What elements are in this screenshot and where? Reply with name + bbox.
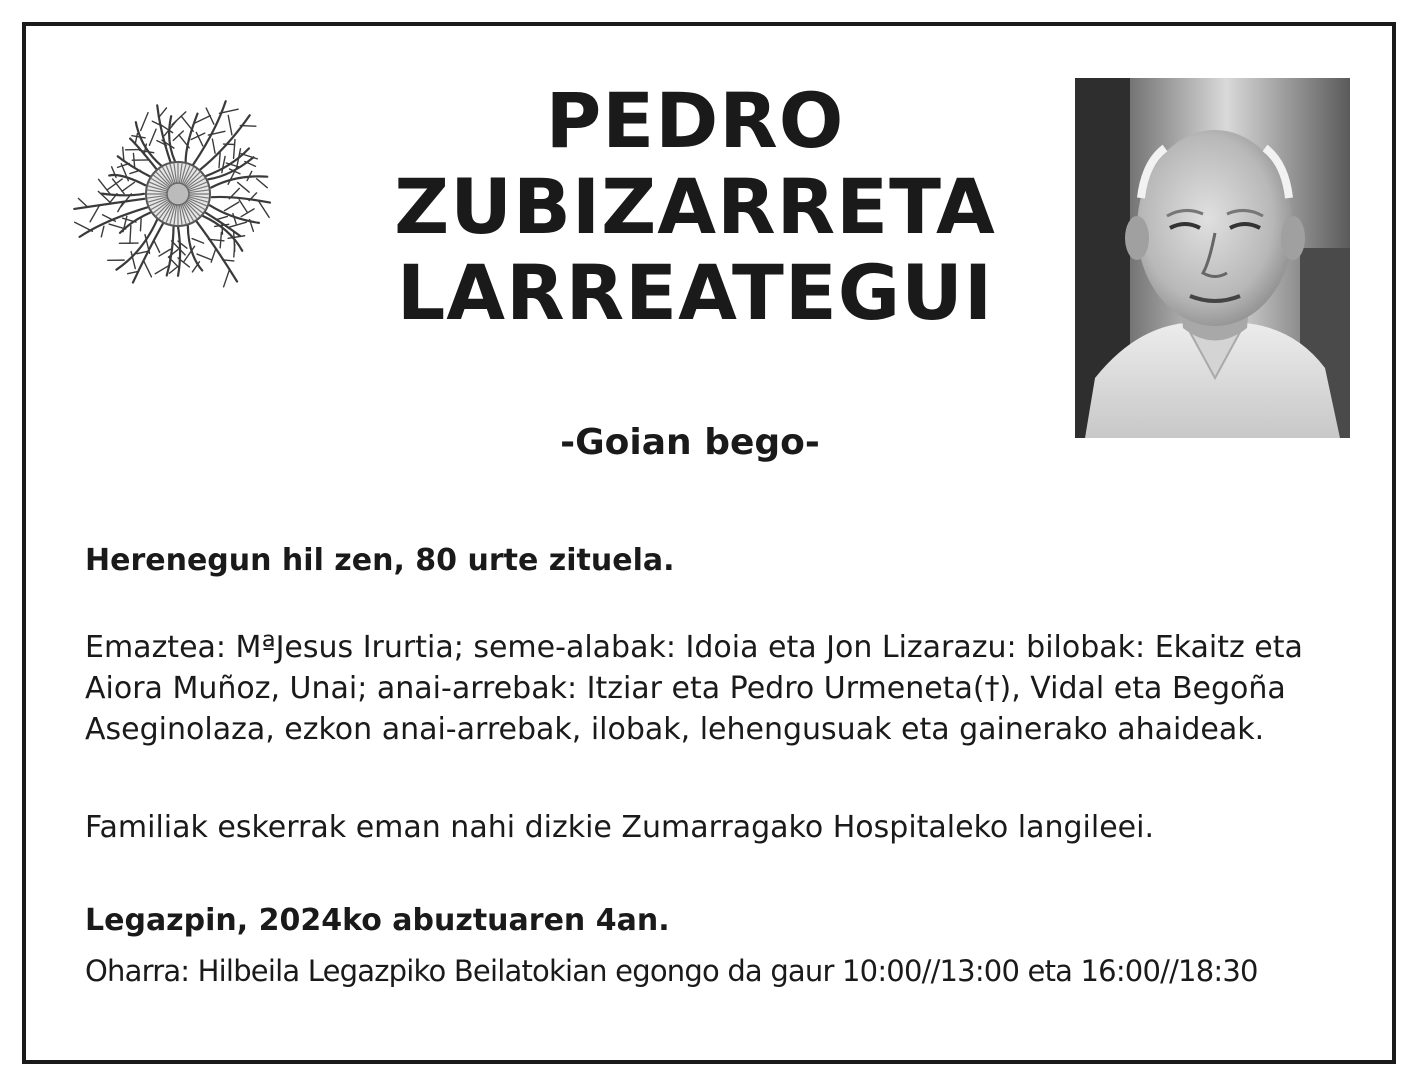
family-paragraph bbox=[85, 627, 1345, 750]
motto: -Goian bego- bbox=[560, 422, 820, 463]
wake-note: Oharra: Hilbeila Legazpiko Beilatokian egongo da gaur 10:00//13:00 eta 16:00//18:30 bbox=[85, 954, 1258, 988]
family-line: Aseginolaza, ezkon anai-arrebak, ilobak, lehengusuak eta gainerako ahaideak. bbox=[85, 712, 1265, 747]
family-line: Aiora Muñoz, Unai; anai-arrebak: Itziar eta Pedro Urmeneta(†), Vidal eta Begoña bbox=[85, 671, 1286, 706]
family-line: Emaztea: MªJesus Irurtia; seme-alabak: Idoia eta Jon Lizarazu: bilobak: Ekaitz eta bbox=[85, 630, 1303, 665]
place-date: Legazpin, 2024ko abuztuaren 4an. bbox=[85, 903, 670, 938]
thanks-line: Familiak eskerrak eman nahi dizkie Zumarragako Hospitaleko langileei. bbox=[85, 810, 1155, 845]
death-announcement: Herenegun hil zen, 80 urte zituela. bbox=[85, 543, 675, 578]
portrait-photo bbox=[1075, 78, 1350, 438]
first-surname: ZUBIZARRETA bbox=[394, 162, 996, 251]
thistle-flower-icon bbox=[64, 96, 294, 310]
second-surname: LARREATEGUI bbox=[396, 248, 994, 337]
first-name: PEDRO bbox=[545, 76, 845, 165]
deceased-name bbox=[300, 78, 1090, 336]
